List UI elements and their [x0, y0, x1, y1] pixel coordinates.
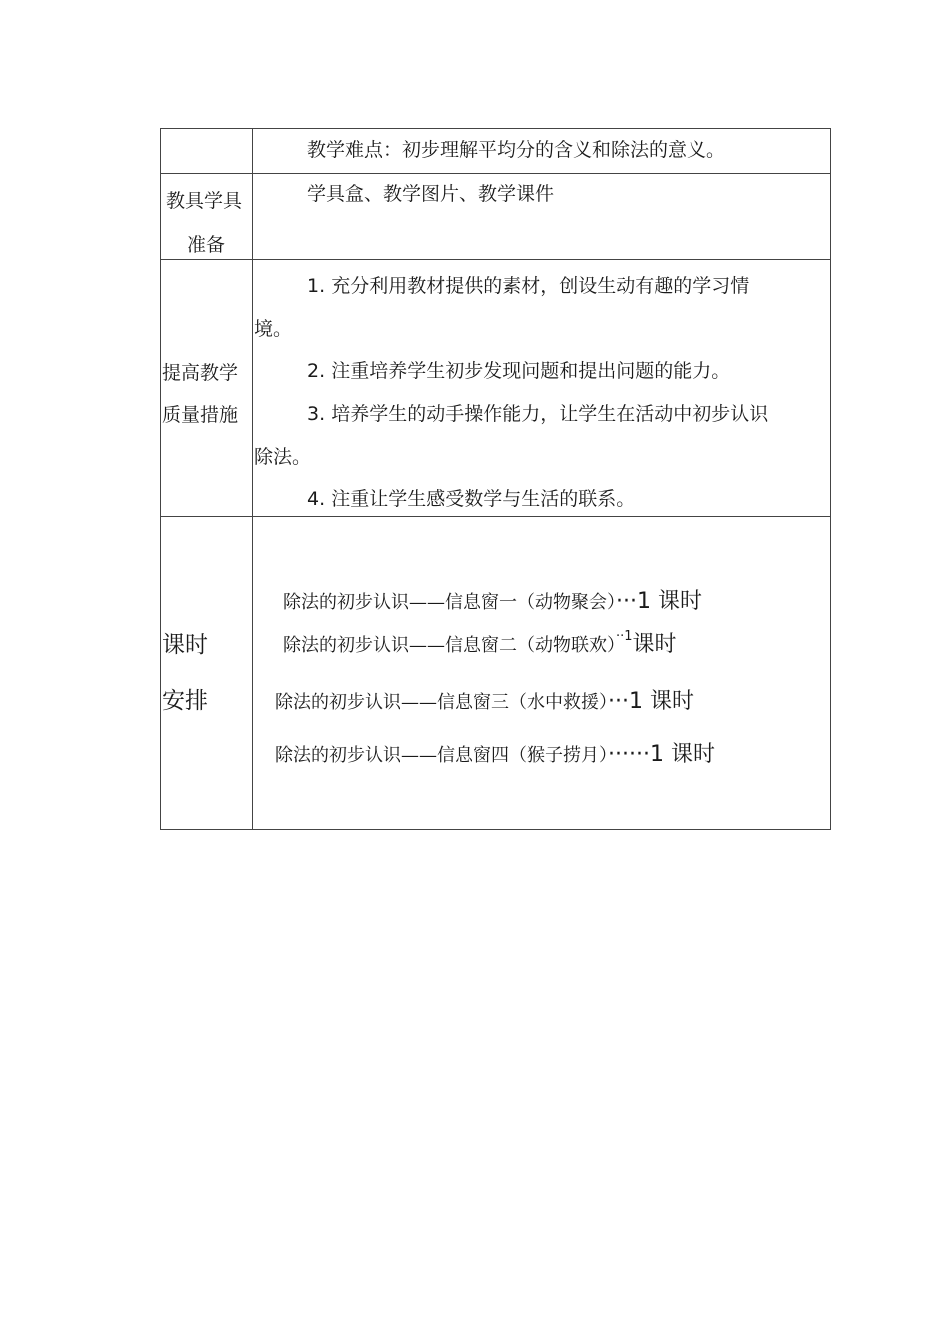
materials-label-line1: 教具学具: [166, 190, 243, 212]
measure-text: 注重培养学生初步发现问题和提出问题的能力。: [331, 360, 731, 382]
schedule-item-3: [275, 691, 694, 713]
measure-text: 培养学生的动手操作能力，让学生在活动中初步认识: [331, 403, 769, 425]
measure-item-1-cont: 境。: [254, 318, 293, 340]
quality-label-line2: 质量措施: [162, 404, 239, 426]
schedule-item-4: [275, 744, 715, 766]
schedule-item-2: [283, 629, 677, 657]
schedule-duration: ···1 课时: [616, 589, 702, 614]
schedule-duration: ···1 课时: [608, 689, 694, 714]
materials-label-line2: 准备: [187, 234, 226, 256]
materials-content: 学具盒、教学图片、教学课件: [307, 183, 555, 205]
schedule-duration: 课时: [632, 632, 677, 657]
row-divider-3: [160, 516, 831, 517]
measure-number: 1.: [307, 275, 326, 297]
measure-text: 充分利用教材提供的素材，创设生动有趣的学习情: [331, 275, 750, 297]
row-divider-2: [160, 259, 831, 260]
table-border-left: [160, 128, 161, 830]
measure-item-3-cont: 除法。: [254, 446, 312, 468]
table-border-bottom: [160, 829, 831, 830]
table-border-right: [830, 128, 831, 830]
schedule-superscript: ··1: [616, 629, 633, 644]
schedule-label-line2: 安排: [162, 688, 208, 714]
measure-item-3: [307, 405, 768, 424]
table-border-top: [160, 128, 831, 129]
lesson-plan-table: [160, 128, 831, 830]
row-divider-1: [160, 173, 831, 174]
measure-number: 4.: [307, 488, 326, 510]
measure-number: 2.: [307, 360, 326, 382]
schedule-text: 除法的初步认识——信息窗二（动物联欢）: [283, 635, 616, 656]
measure-text: 注重让学生感受数学与生活的联系。: [331, 488, 636, 510]
column-divider: [252, 128, 253, 830]
schedule-text: 除法的初步认识——信息窗一（动物聚会）: [283, 592, 616, 613]
measure-item-4: [307, 490, 635, 509]
schedule-label-line1: 课时: [162, 632, 208, 658]
measure-number: 3.: [307, 403, 326, 425]
teaching-difficulty-text: 教学难点：初步理解平均分的含义和除法的意义。: [307, 139, 726, 161]
schedule-text: 除法的初步认识——信息窗四（猴子捞月）: [275, 745, 608, 766]
schedule-item-1: [283, 591, 702, 613]
measure-item-2: [307, 362, 730, 381]
schedule-duration: ······1 课时: [608, 742, 715, 767]
measure-item-1: [307, 277, 749, 296]
schedule-text: 除法的初步认识——信息窗三（水中救援）: [275, 692, 608, 713]
quality-label-line1: 提高教学: [162, 362, 239, 384]
